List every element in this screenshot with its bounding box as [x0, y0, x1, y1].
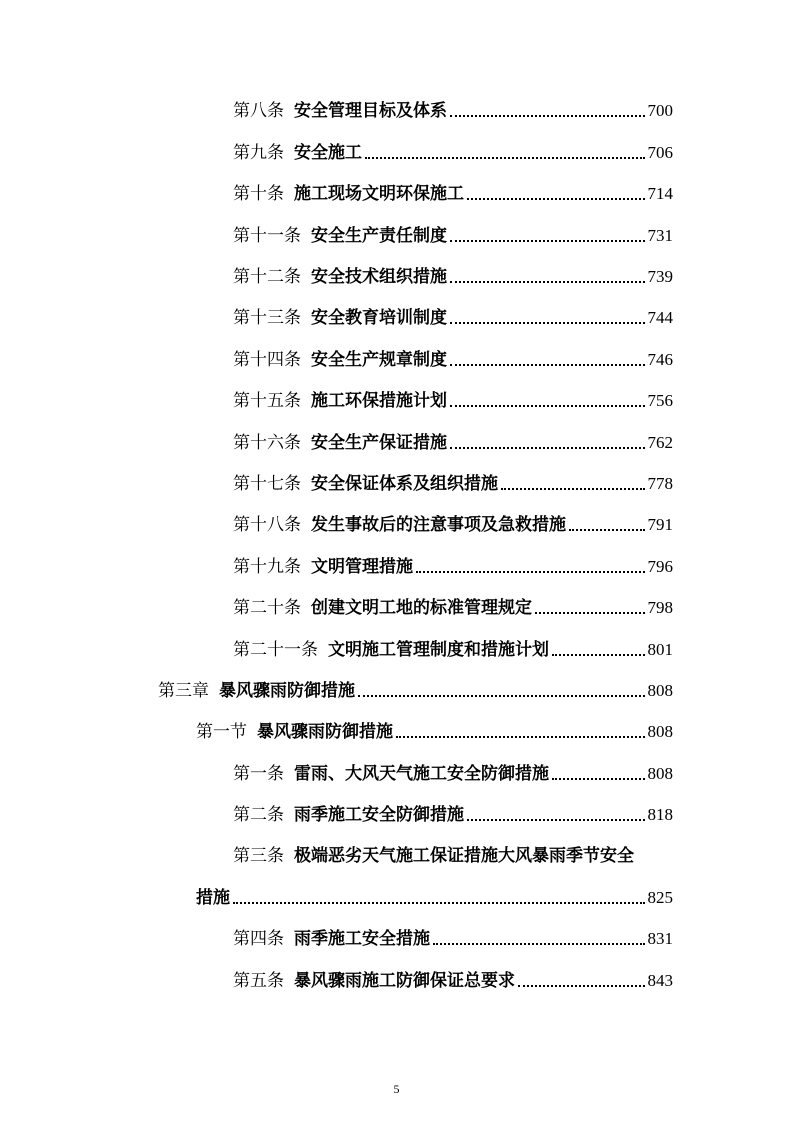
- entry-number: 第九条: [233, 143, 284, 163]
- entry-title: 安全教育培训制度: [311, 308, 447, 328]
- entry-title: 文明管理措施: [311, 557, 413, 577]
- entry-title: 施工现场文明环保施工: [294, 184, 464, 204]
- toc-entry[interactable]: [233, 468, 673, 496]
- toc-entry[interactable]: [233, 551, 673, 579]
- entry-title: 安全管理目标及体系: [294, 101, 447, 121]
- entry-number: 第十一条: [233, 226, 301, 246]
- entry-page: 825: [647, 888, 673, 907]
- entry-number: 第二十一条: [233, 640, 318, 660]
- dot-leader: [467, 198, 645, 200]
- dot-leader: [552, 778, 645, 780]
- toc-entry[interactable]: [233, 385, 673, 413]
- entry-number: 第十二条: [233, 267, 301, 287]
- dot-leader: [450, 322, 645, 324]
- entry-title: 安全施工: [294, 143, 362, 163]
- dot-leader: [450, 405, 645, 407]
- dot-leader: [450, 240, 645, 242]
- entry-title: 暴风骤雨施工防御保证总要求: [294, 971, 515, 991]
- entry-number: 第三章: [158, 681, 209, 701]
- toc-entry[interactable]: [233, 799, 673, 827]
- dot-leader: [450, 115, 645, 117]
- dot-leader: [233, 902, 645, 904]
- entry-number: 第十九条: [233, 557, 301, 577]
- entry-page: 796: [647, 557, 673, 576]
- entry-page: 744: [647, 308, 673, 327]
- toc-chapter-entry[interactable]: [158, 675, 673, 703]
- dot-leader: [450, 447, 645, 449]
- dot-leader: [501, 488, 645, 490]
- dot-leader: [396, 736, 645, 738]
- toc-entry[interactable]: [233, 137, 673, 165]
- entry-page: 808: [647, 722, 673, 741]
- entry-title: 暴风骤雨防御措施: [219, 681, 355, 701]
- toc-entry[interactable]: [233, 758, 673, 786]
- dot-leader: [569, 529, 645, 531]
- toc-entry[interactable]: [233, 261, 673, 289]
- dot-leader: [467, 819, 645, 821]
- entry-title: 发生事故后的注意事项及急救措施: [311, 515, 566, 535]
- entry-number: 第二十条: [233, 598, 301, 618]
- entry-title: 雨季施工安全防御措施: [294, 805, 464, 825]
- entry-number: 第十六条: [233, 433, 301, 453]
- entry-title: 安全生产责任制度: [311, 226, 447, 246]
- toc-entry[interactable]: [233, 634, 673, 662]
- entry-title: 安全保证体系及组织措施: [311, 474, 498, 494]
- entry-page: 808: [647, 681, 673, 700]
- entry-number: 第十四条: [233, 350, 301, 370]
- entry-number: 第五条: [233, 971, 284, 991]
- entry-page: 706: [647, 143, 673, 162]
- entry-page: 714: [647, 184, 673, 203]
- toc-entry[interactable]: [233, 923, 673, 951]
- entry-number: 第十五条: [233, 391, 301, 411]
- entry-number: 第十八条: [233, 515, 301, 535]
- dot-leader: [416, 571, 645, 573]
- entry-page: 778: [647, 474, 673, 493]
- toc-entry[interactable]: [233, 302, 673, 330]
- dot-leader: [535, 612, 645, 614]
- entry-title-continuation: 措施: [196, 888, 230, 908]
- entry-title: 安全生产保证措施: [311, 433, 447, 453]
- entry-number: 第十七条: [233, 474, 301, 494]
- toc-section-entry[interactable]: [196, 716, 673, 744]
- entry-page: 818: [647, 805, 673, 824]
- toc-entry[interactable]: [233, 592, 673, 620]
- entry-number: 第四条: [233, 929, 284, 949]
- toc-entry[interactable]: [233, 220, 673, 248]
- toc-entry-wrapped-second-line[interactable]: [196, 882, 673, 910]
- entry-page: 731: [647, 226, 673, 245]
- entry-page: 831: [647, 929, 673, 948]
- toc-entry[interactable]: [233, 178, 673, 206]
- dot-leader: [552, 654, 645, 656]
- entry-page: 843: [647, 971, 673, 990]
- entry-page: 746: [647, 350, 673, 369]
- entry-title: 极端恶劣天气施工保证措施大风暴雨季节安全: [294, 846, 634, 866]
- entry-page: 808: [647, 764, 673, 783]
- entry-page: 756: [647, 391, 673, 410]
- entry-title: 暴风骤雨防御措施: [257, 722, 393, 742]
- page-number: 5: [393, 1082, 400, 1096]
- dot-leader: [365, 157, 645, 159]
- entry-number: 第十三条: [233, 308, 301, 328]
- entry-page: 762: [647, 433, 673, 452]
- entry-title: 施工环保措施计划: [311, 391, 447, 411]
- entry-number: 第十条: [233, 184, 284, 204]
- dot-leader: [450, 364, 645, 366]
- entry-title: 安全技术组织措施: [311, 267, 447, 287]
- entry-number: 第一条: [233, 764, 284, 784]
- entry-title: 文明施工管理制度和措施计划: [328, 640, 549, 660]
- dot-leader: [358, 695, 645, 697]
- entry-title: 安全生产规章制度: [311, 350, 447, 370]
- dot-leader: [518, 985, 645, 987]
- toc-entry-wrapped-first-line[interactable]: [233, 840, 673, 868]
- entry-number: 第三条: [233, 846, 284, 866]
- entry-title: 创建文明工地的标准管理规定: [311, 598, 532, 618]
- entry-title: 雷雨、大风天气施工安全防御措施: [294, 764, 549, 784]
- toc-entry[interactable]: [233, 509, 673, 537]
- toc-entry[interactable]: [233, 427, 673, 455]
- dot-leader: [433, 943, 645, 945]
- toc-entry[interactable]: [233, 965, 673, 993]
- entry-number: 第二条: [233, 805, 284, 825]
- entry-title: 雨季施工安全措施: [294, 929, 430, 949]
- entry-number: 第八条: [233, 101, 284, 121]
- dot-leader: [450, 281, 645, 283]
- entry-page: 798: [647, 598, 673, 617]
- entry-page: 739: [647, 267, 673, 286]
- toc-entry[interactable]: [233, 95, 673, 123]
- entry-number: 第一节: [196, 722, 247, 742]
- entry-page: 700: [647, 101, 673, 120]
- entry-page: 791: [647, 515, 673, 534]
- toc-entry[interactable]: [233, 344, 673, 372]
- entry-page: 801: [647, 640, 673, 659]
